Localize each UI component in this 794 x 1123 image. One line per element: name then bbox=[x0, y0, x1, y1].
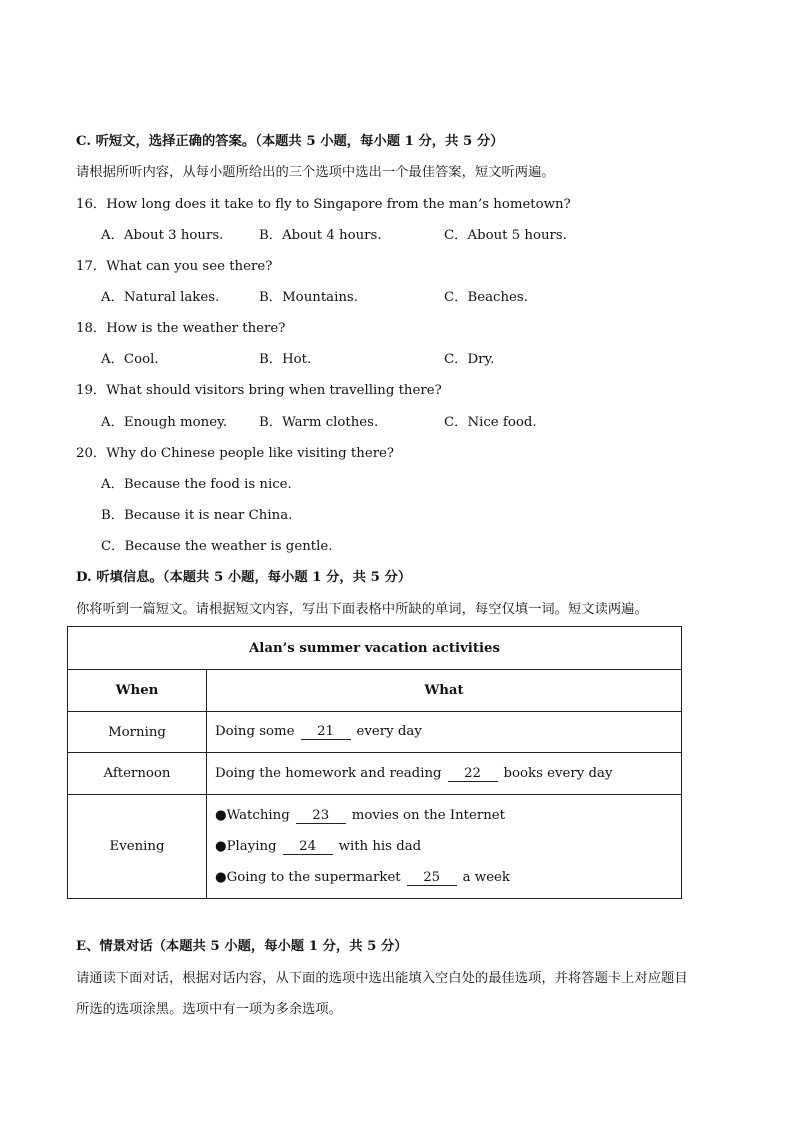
evening-item-2-after: with his dad bbox=[338, 839, 422, 854]
cell-when-evening: Evening bbox=[68, 795, 207, 899]
table-title: Alan’s summer vacation activities bbox=[68, 627, 682, 670]
section-d-instruction: 你将听到一篇短文。请根据短文内容，写出下面表格中所缺的单词，每空仅填一词。短文读两遍。 bbox=[76, 602, 648, 617]
section-d-heading: D. 听填信息。（本题共 5 小题，每小题 1 分，共 5 分） bbox=[76, 570, 412, 585]
cell-what-evening bbox=[207, 795, 682, 899]
cell-when-morning: Morning bbox=[68, 712, 207, 753]
activities-table bbox=[67, 626, 682, 899]
question-18-option-a: A．Cool. bbox=[101, 352, 159, 367]
section-e-instruction-line-2: 所选的选项涂黑。选项中有一项为多余选项。 bbox=[76, 1002, 342, 1017]
afternoon-text-after: books every day bbox=[503, 765, 613, 781]
question-18-option-b: B．Hot. bbox=[259, 352, 312, 367]
cell-what-morning bbox=[207, 712, 682, 753]
evening-item-1-after: movies on the Internet bbox=[351, 808, 505, 823]
question-18-option-c: C．Dry. bbox=[444, 352, 495, 367]
question-20-option-a: A．Because the food is nice. bbox=[101, 477, 292, 492]
column-header-when: When bbox=[68, 670, 207, 712]
question-18-stem: 18．How is the weather there? bbox=[76, 321, 286, 336]
evening-item-3-before: ●Going to the supermarket bbox=[215, 870, 401, 885]
blank-22: 22 bbox=[448, 767, 498, 782]
question-20-stem: 20．Why do Chinese people like visiting there? bbox=[76, 446, 395, 461]
cell-what-afternoon bbox=[207, 753, 682, 795]
afternoon-text-before: Doing the homework and reading bbox=[215, 765, 442, 781]
table-row-afternoon bbox=[68, 753, 682, 795]
section-c-instruction: 请根据所听内容，从每小题所给出的三个选项中选出一个最佳答案，短文听两遍。 bbox=[76, 165, 555, 180]
question-19-option-a: A．Enough money. bbox=[101, 415, 228, 430]
evening-item-1 bbox=[215, 800, 673, 831]
question-19-option-b: B．Warm clothes. bbox=[259, 415, 379, 430]
question-17-option-c: C．Beaches. bbox=[444, 290, 528, 305]
question-17-stem: 17．What can you see there? bbox=[76, 259, 273, 274]
evening-item-3-after: a week bbox=[462, 870, 510, 885]
cell-when-afternoon: Afternoon bbox=[68, 753, 207, 795]
question-20-option-c: C．Because the weather is gentle. bbox=[101, 539, 333, 554]
question-16-option-a: A．About 3 hours. bbox=[101, 228, 224, 243]
section-e-instruction-line-1: 请通读下面对话，根据对话内容，从下面的选项中选出能填入空白处的最佳选项，并将答题卡上对应题目 bbox=[76, 971, 688, 986]
blank-25: 25 bbox=[407, 871, 457, 886]
evening-item-1-before: ●Watching bbox=[215, 808, 290, 823]
blank-21: 21 bbox=[301, 725, 351, 740]
question-17-option-a: A．Natural lakes. bbox=[101, 290, 220, 305]
section-e-heading: E、情景对话（本题共 5 小题，每小题 1 分，共 5 分） bbox=[76, 939, 408, 954]
question-16-option-b: B．About 4 hours. bbox=[259, 228, 382, 243]
question-16-stem: 16．How long does it take to fly to Singapore from the man’s hometown? bbox=[76, 197, 571, 212]
question-16-option-c: C．About 5 hours. bbox=[444, 228, 567, 243]
question-17-option-b: B．Mountains. bbox=[259, 290, 358, 305]
blank-24: 24 bbox=[283, 840, 333, 855]
section-c-heading: C. 听短文，选择正确的答案。（本题共 5 小题，每小题 1 分，共 5 分） bbox=[76, 134, 504, 149]
column-header-what: What bbox=[207, 670, 682, 712]
evening-item-2-before: ●Playing bbox=[215, 839, 277, 854]
table-row-morning bbox=[68, 712, 682, 753]
evening-item-3 bbox=[215, 862, 673, 893]
table-row-evening bbox=[68, 795, 682, 899]
morning-text-before: Doing some bbox=[215, 724, 295, 739]
evening-item-2 bbox=[215, 831, 673, 862]
blank-23: 23 bbox=[296, 809, 346, 824]
question-19-option-c: C．Nice food. bbox=[444, 415, 537, 430]
question-20-option-b: B．Because it is near China. bbox=[101, 508, 293, 523]
morning-text-after: every day bbox=[356, 724, 422, 739]
question-19-stem: 19．What should visitors bring when travelling there? bbox=[76, 383, 442, 398]
